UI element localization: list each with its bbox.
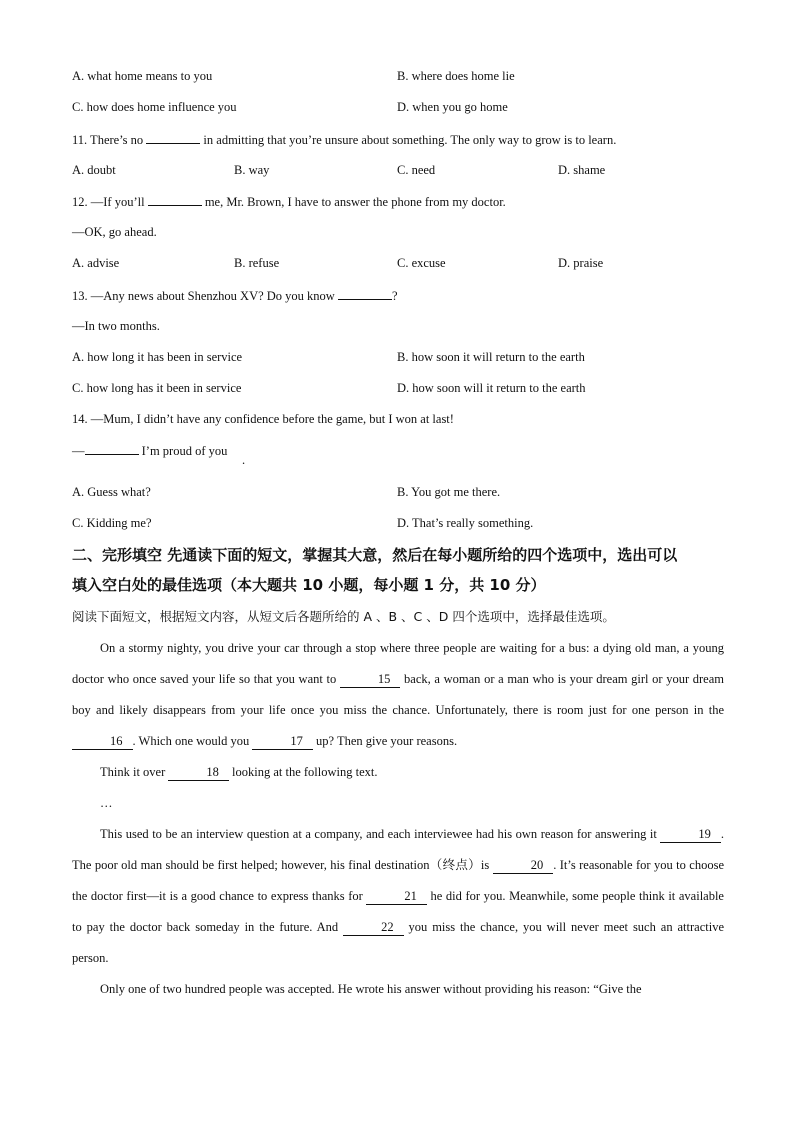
q12-stem [72, 191, 506, 212]
q13-stem-after: ? [391, 289, 398, 303]
q14-option-a: A. Guess what? [72, 485, 151, 499]
q14-stem: 14. —Mum, I didn’t have any confidence before the game, but I won at last! [72, 412, 454, 426]
blank-22: 22 [343, 920, 404, 936]
blank-15: 15 [340, 672, 401, 688]
q11-option-a: A. doubt [72, 163, 116, 177]
q13-option-d: D. how soon will it return to the earth [397, 381, 586, 395]
q14-reply-after: I’m proud of you [138, 444, 228, 458]
q12-reply: —OK, go ahead. [72, 225, 157, 239]
q13-option-b: B. how soon it will return to the earth [397, 350, 585, 364]
p2-text-b: looking at the following text. [228, 765, 378, 779]
q13-stem [72, 285, 398, 306]
q13-option-a: A. how long it has been in service [72, 350, 243, 364]
passage-paragraph-3 [72, 819, 724, 974]
q14-reply [72, 440, 227, 461]
q14-blank [85, 440, 139, 455]
p3-text-c: . It’s reasonable for you to choose the doctor first—it is a good chance to express thanks for [72, 858, 724, 903]
q14-option-c: C. Kidding me? [72, 516, 152, 530]
section-instruction: 阅读下面短文，根据短文内容，从短文后各题所给的 A 、B 、C 、D 四个选项中，选择最佳选项。 [72, 609, 615, 624]
q11-stem-after: in admitting that you’re unsure about something. The only way to grow is to learn. [200, 133, 617, 147]
q10-option-c: C. how does home influence you [72, 100, 237, 114]
passage-paragraph-2 [72, 757, 724, 788]
q12-option-c: C. excuse [397, 256, 446, 270]
blank-19: 19 [660, 827, 721, 843]
p3-text-e: you miss the chance, you will never meet such an attractive person. [72, 920, 725, 965]
q10-option-d: D. when you go home [397, 100, 508, 114]
passage-paragraph-4: Only one of two hundred people was accepted. He wrote his answer without providing his reason: “Give the [100, 982, 642, 996]
p1-text-b: back, a woman or a man who is your dream girl or your dream boy and likely disappears from your life once you miss the chance. Unfortunately, there is room just for one person in the [72, 672, 724, 717]
q11-option-b: B. way [234, 163, 270, 177]
p1-text-c: . Which one would you [132, 734, 253, 748]
passage-paragraph-1 [72, 633, 724, 757]
q10-option-a: A. what home means to you [72, 69, 213, 83]
q12-stem-after: me, Mr. Brown, I have to answer the phone from my doctor. [201, 195, 506, 209]
q14-option-b: B. You got me there. [397, 485, 501, 499]
blank-18: 18 [168, 765, 229, 781]
q11-blank [146, 129, 200, 144]
q14-stray-dot: . [242, 453, 246, 467]
p1-text-d: up? Then give your reasons. [312, 734, 458, 748]
blank-20: 20 [493, 858, 554, 874]
q12-option-d: D. praise [558, 256, 604, 270]
q11-option-d: D. shame [558, 163, 606, 177]
blank-16: 16 [72, 734, 133, 750]
passage-ellipsis: … [100, 796, 113, 810]
p3-text-a: This used to be an interview question at a company, and each interviewee had his own reason for answering it [100, 827, 661, 841]
blank-21: 21 [366, 889, 427, 905]
p3-text-d: he did for you. Meanwhile, some people think it available to pay the doctor back someday in the future. And [72, 889, 724, 934]
q13-option-c: C. how long has it been in service [72, 381, 242, 395]
q13-blank [338, 285, 392, 300]
section-heading-line2: 填入空白处的最佳选项（本大题共 10 小题，每小题 1 分，共 10 分） [72, 576, 546, 594]
p3-text-b: . The poor old man should be first helped; however, his final destination（终点）is [72, 827, 724, 872]
q14-option-d: D. That’s really something. [397, 516, 534, 530]
q11-stem [72, 129, 616, 150]
q11-option-c: C. need [397, 163, 436, 177]
q14-reply-dash: — [72, 444, 85, 458]
q12-option-b: B. refuse [234, 256, 280, 270]
q12-stem-before: 12. —If you’ll [72, 195, 148, 209]
q13-stem-before: 13. —Any news about Shenzhou XV? Do you know [72, 289, 338, 303]
p1-text-a: On a stormy nighty, you drive your car through a stop where three people are waiting for a bus: a dying old man, a young doctor who once saved your life so that you want to [72, 641, 724, 686]
section-heading-line1: 二、完形填空 先通读下面的短文，掌握其大意，然后在每小题所给的四个选项中，选出可以 [72, 546, 678, 564]
q11-stem-before: 11. There’s no [72, 133, 147, 147]
q12-option-a: A. advise [72, 256, 120, 270]
q10-option-b: B. where does home lie [397, 69, 515, 83]
q13-reply: —In two months. [72, 319, 160, 333]
p2-text-a: Think it over [100, 765, 169, 779]
q12-blank [148, 191, 202, 206]
blank-17: 17 [252, 734, 313, 750]
